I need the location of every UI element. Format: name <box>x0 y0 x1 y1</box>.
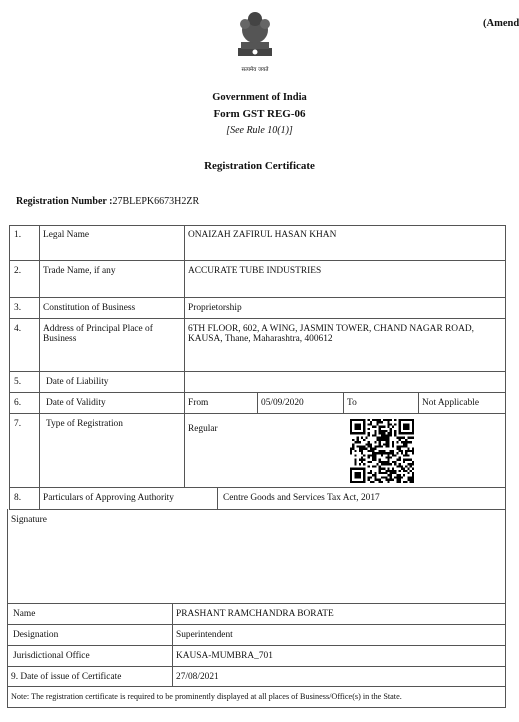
emblem-caption: सत्यमेव जयते <box>241 67 269 73</box>
row-number: 1. <box>14 230 22 240</box>
signature-label: Signature <box>11 515 47 525</box>
validity-to-value: Not Applicable <box>422 398 480 408</box>
government-heading: Government of India <box>212 92 307 103</box>
registration-number-value: 27BLEPK6673H2ZR <box>112 196 200 207</box>
issue-date-label: 9. Date of issue of Certificate <box>11 672 122 682</box>
row-number: 4. <box>14 324 22 334</box>
date-of-liability-label: Date of Liability <box>46 377 109 387</box>
row-number: 8. <box>14 493 22 503</box>
row-number: 2. <box>14 266 22 276</box>
address-value: 6TH FLOOR, 602, A WING, JASMIN TOWER, CHAND NAGAR ROAD, KAUSA, Thane, Maharashtra, 400612 <box>188 324 474 344</box>
display-note: Note: The registration certificate is required to be prominently displayed at all places of Business/Office(s) in the State. <box>11 692 402 701</box>
validity-from-value: 05/09/2020 <box>261 398 304 408</box>
address-label: Address of Principal Place of Business <box>43 324 153 344</box>
date-of-liability-value <box>185 374 503 377</box>
designation-label: Designation <box>13 630 59 640</box>
approving-authority-label: Particulars of Approving Authority <box>43 493 174 503</box>
qr-code-icon <box>350 419 414 483</box>
legal-name-label: Legal Name <box>43 230 90 240</box>
trade-name-label: Trade Name, if any <box>43 266 116 276</box>
constitution-value: Proprietorship <box>188 303 242 313</box>
signatory-name-value: PRASHANT RAMCHANDRA BORATE <box>176 609 334 619</box>
jurisdictional-office-value: KAUSA-MUMBRA_701 <box>176 651 273 661</box>
trade-name-value: ACCURATE TUBE INDUSTRIES <box>188 266 322 276</box>
registration-number-label: Registration Number : <box>16 196 113 207</box>
jurisdictional-office-label: Jurisdictional Office <box>13 651 90 661</box>
validity-to-label: To <box>347 398 357 408</box>
registration-type-label: Type of Registration <box>46 419 123 429</box>
row-number: 6. <box>14 398 22 408</box>
certificate-title: Registration Certificate <box>204 160 315 172</box>
constitution-label: Constitution of Business <box>43 303 136 313</box>
registration-type-value: Regular <box>188 424 218 434</box>
row-number: 5. <box>14 377 22 387</box>
designation-value: Superintendent <box>176 630 233 640</box>
rule-reference: [See Rule 10(1)] <box>226 125 293 136</box>
registration-number <box>16 196 199 207</box>
issue-date-value: 27/08/2021 <box>176 672 219 682</box>
form-name: Form GST REG-06 <box>213 108 306 120</box>
approving-authority-value: Centre Goods and Services Tax Act, 2017 <box>223 493 380 503</box>
legal-name-value: ONAIZAH ZAFIRUL HASAN KHAN <box>188 230 337 240</box>
date-of-validity-label: Date of Validity <box>46 398 106 408</box>
amendment-label: (Amend <box>483 18 519 29</box>
validity-from-label: From <box>188 398 209 408</box>
row-number: 7. <box>14 419 22 429</box>
row-number: 3. <box>14 303 22 313</box>
signatory-name-label: Name <box>13 609 36 619</box>
